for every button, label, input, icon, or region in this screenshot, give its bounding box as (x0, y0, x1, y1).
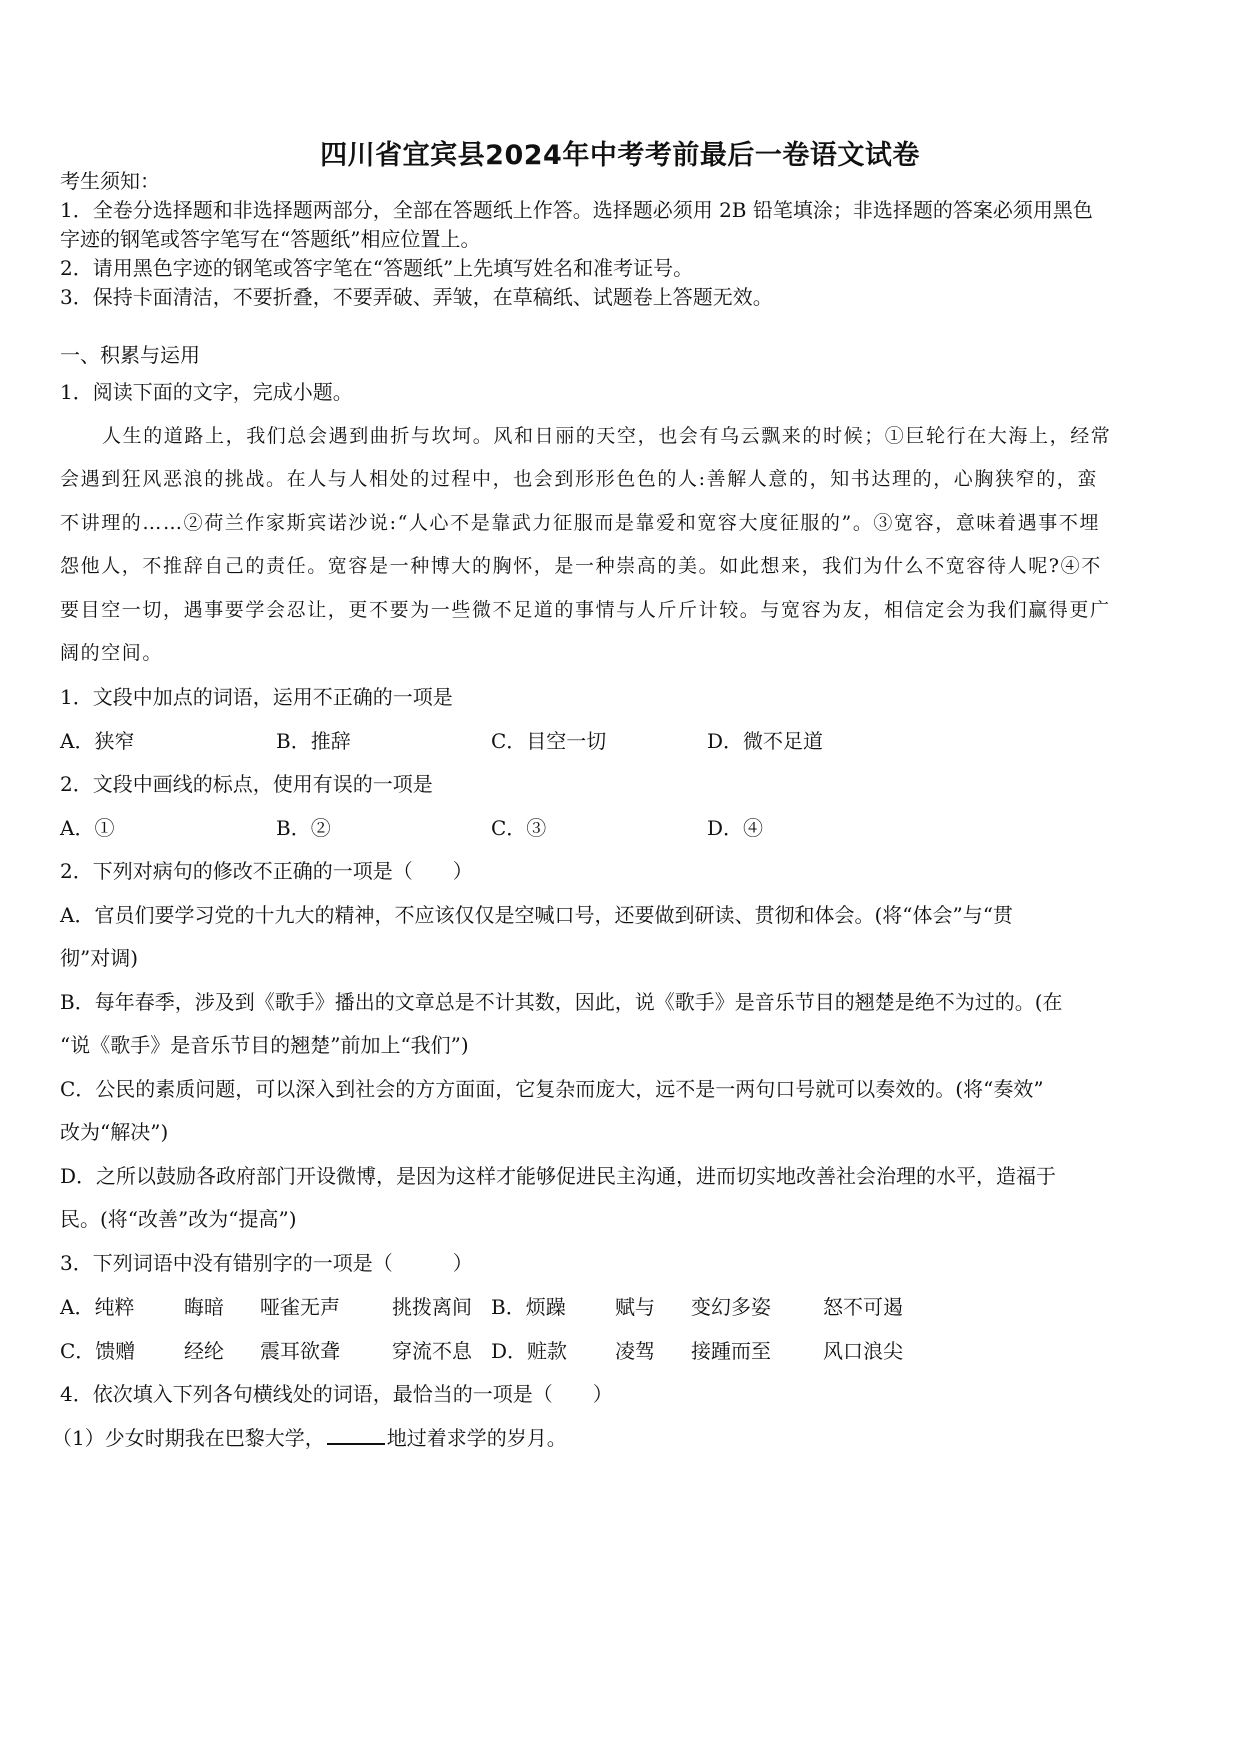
passage-line: 会遇到狂风恶浪的挑战。在人与人相处的过程中，也会到形形色色的人:善解人意的，知书达理的，心胸狭窄的，蛮 (60, 468, 1099, 490)
option-a: A．① (60, 816, 115, 840)
q1-sub1-stem: 1．文段中加点的词语，运用不正确的一项是 (60, 685, 453, 709)
q2-option-b: B．每年春季，涉及到《歌手》播出的文章总是不计其数，因此，说《歌手》是音乐节目的翘楚是绝不为过的。(在 (60, 990, 1063, 1014)
q4-sentence-1-after: 地过着求学的岁月。 (386, 1426, 567, 1450)
notice-heading: 考生须知： (60, 169, 160, 193)
q4-sentence-1-before: （1）少女时期我在巴黎大学， (52, 1426, 325, 1450)
option-b: B．推辞 (276, 729, 351, 753)
option-c: C．目空一切 (491, 729, 607, 753)
q4-stem: 4．依次填入下列各句横线处的词语，最恰当的一项是（ ） (60, 1382, 613, 1406)
fill-blank[interactable] (327, 1425, 385, 1445)
q3-word: 哑雀无声 (260, 1295, 340, 1319)
option-c: C．③ (491, 816, 547, 840)
q3-word: B．烦躁 (491, 1295, 566, 1319)
q2-option-a: A．官员们要学习党的十九大的精神，不应该仅仅是空喊口号，还要做到研读、贯彻和体会。(将“体会”与“贯 (60, 903, 1013, 927)
q3-word: 变幻多姿 (691, 1295, 771, 1319)
q3-word: 凌驾 (615, 1339, 655, 1363)
q3-word: 接踵而至 (691, 1339, 771, 1363)
q3-word: C．馈赠 (60, 1339, 136, 1363)
option-b: B．② (276, 816, 331, 840)
q1-sub2-stem: 2．文段中画线的标点，使用有误的一项是 (60, 772, 433, 796)
q3-word: 怒不可遏 (823, 1295, 903, 1319)
q2-option-a-cont: 彻”对调) (60, 946, 139, 970)
q4-sentence-1 (52, 1424, 567, 1452)
page-title: 四川省宜宾县2024年中考考前最后一卷语文试卷 (320, 140, 920, 171)
notice-line-2: 2．请用黑色字迹的钢笔或答字笔在“答题纸”上先填写姓名和准考证号。 (60, 256, 694, 280)
q1-stem: 1．阅读下面的文字，完成小题。 (60, 380, 353, 404)
q3-word: D．赃款 (491, 1339, 568, 1363)
passage-line: 怨他人，不推辞自己的责任。宽容是一种博大的胸怀，是一种崇高的美。如此想来，我们为什么不宽容待人呢?④不 (60, 555, 1102, 577)
q3-stem: 3．下列词语中没有错别字的一项是（ ） (60, 1251, 473, 1275)
passage-line: 要目空一切，遇事要学会忍让，更不要为一些微不足道的事情与人斤斤计较。与宽容为友，相信定会为我们赢得更广 (60, 599, 1111, 621)
q3-word: A．纯粹 (60, 1295, 135, 1319)
notice-line-1b: 字迹的钢笔或答字笔写在“答题纸”相应位置上。 (60, 227, 481, 251)
passage-line: 不讲理的……②荷兰作家斯宾诺沙说:“人心不是靠武力征服而是靠爱和宽容大度征服的”。③宽容，意味着遇事不埋 (60, 512, 1101, 534)
section-heading: 一、积累与运用 (60, 343, 200, 367)
q3-word: 经纶 (184, 1339, 224, 1363)
q3-word: 穿流不息 (392, 1339, 472, 1363)
q2-option-c-cont: 改为“解决”) (60, 1120, 169, 1144)
q2-option-d-cont: 民。(将“改善”改为“提高”) (60, 1207, 297, 1231)
q2-stem: 2．下列对病句的修改不正确的一项是（ ） (60, 859, 473, 883)
option-d: D．④ (707, 816, 764, 840)
q2-option-d: D．之所以鼓励各政府部门开设微博，是因为这样才能够促进民主沟通，进而切实地改善社会治理的水平，造福于 (60, 1164, 1057, 1188)
q3-word: 震耳欲聋 (260, 1339, 340, 1363)
passage-line: 人生的道路上，我们总会遇到曲折与坎坷。风和日丽的天空，也会有乌云飘来的时候；①巨轮行在大海上，经常 (102, 425, 1112, 447)
passage-line: 阔的空间。 (60, 642, 164, 664)
notice-line-1a: 1．全卷分选择题和非选择题两部分，全部在答题纸上作答。选择题必须用 2B 铅笔填涂；非选择题的答案必须用黑色 (60, 198, 1093, 222)
notice-line-3: 3．保持卡面清洁，不要折叠，不要弄破、弄皱，在草稿纸、试题卷上答题无效。 (60, 285, 773, 309)
q3-word: 挑拨离间 (392, 1295, 472, 1319)
q3-word: 赋与 (615, 1295, 655, 1319)
option-d: D．微不足道 (707, 729, 824, 753)
q2-option-c: C．公民的素质问题，可以深入到社会的方方面面，它复杂而庞大，远不是一两句口号就可以奏效的。(将“奏效” (60, 1077, 1044, 1101)
q2-option-b-cont: “说《歌手》是音乐节目的翘楚”前加上“我们”) (60, 1033, 469, 1057)
q3-word: 晦暗 (184, 1295, 224, 1319)
option-a: A．狭窄 (60, 729, 135, 753)
q3-word: 风口浪尖 (823, 1339, 903, 1363)
